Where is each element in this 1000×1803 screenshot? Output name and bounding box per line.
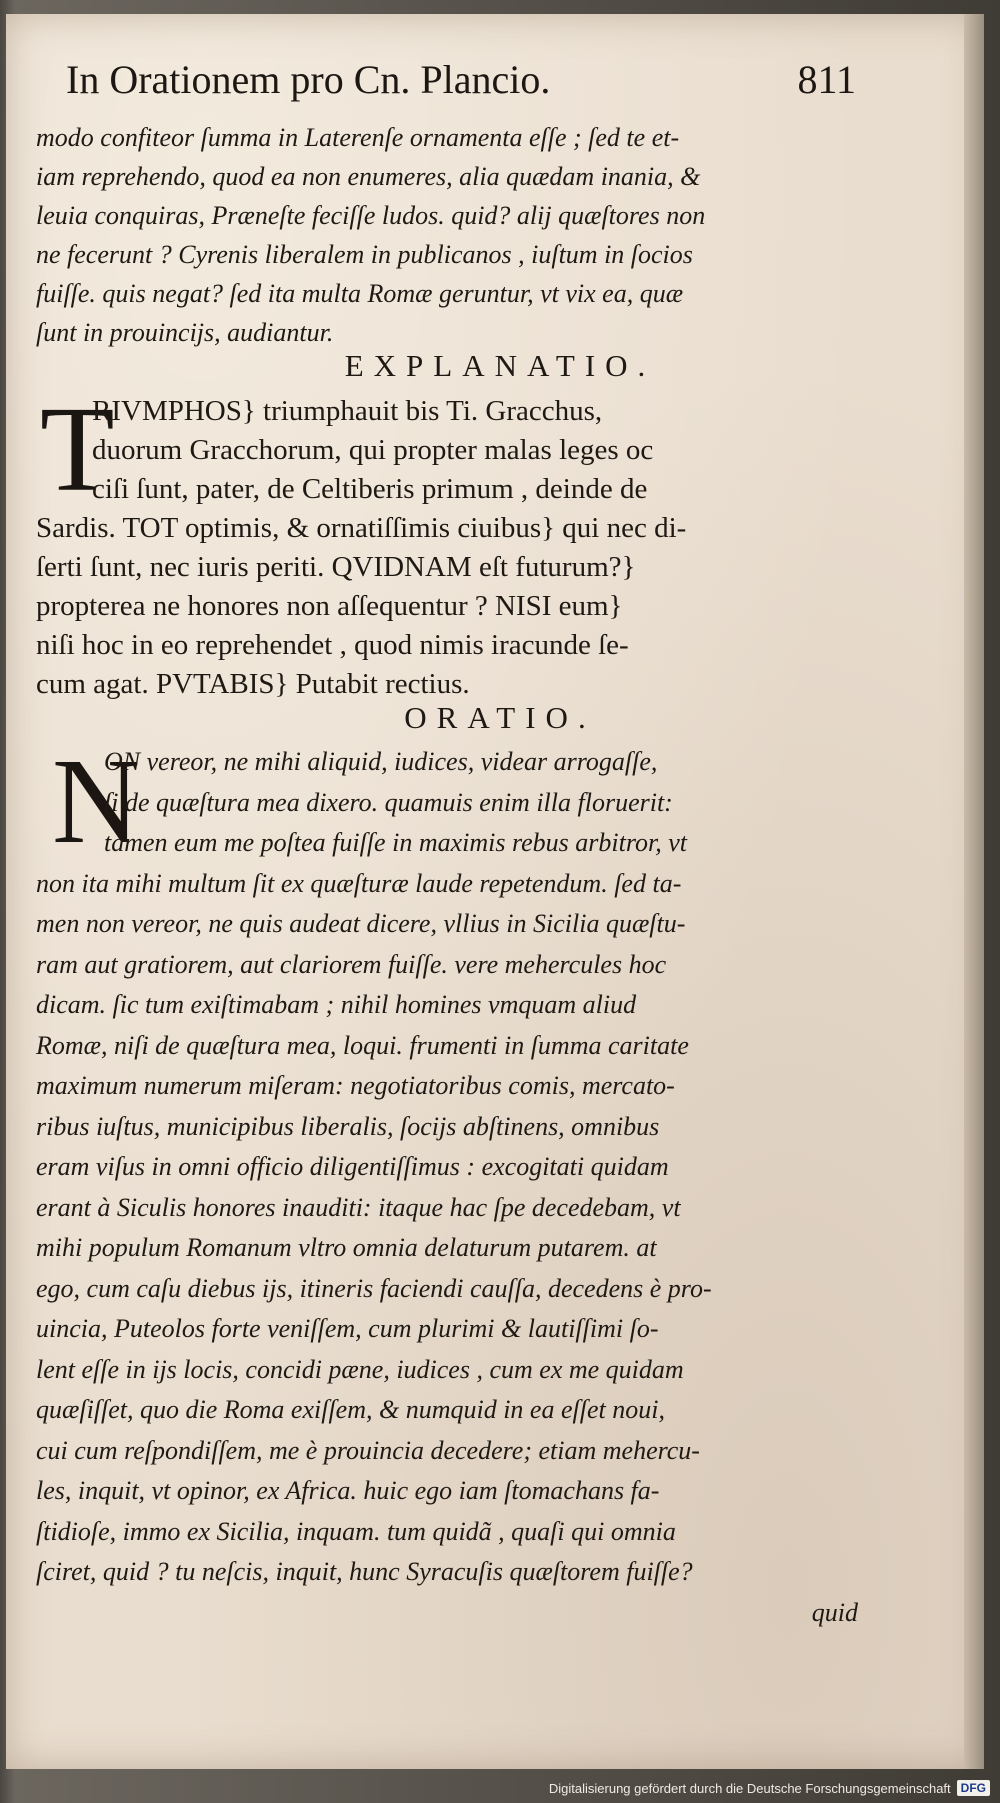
text-line: uincia, Puteolos forte veniſſem, cum plurimi & lautiſſimi ſo- — [36, 1314, 659, 1343]
running-header — [66, 56, 856, 118]
oratio-text — [36, 734, 872, 1633]
text-line: quæſiſſet, quo die Roma exiſſem, & numquid in ea eſſet noui, — [36, 1395, 665, 1424]
text-line: cui cum reſpondiſſem, me è prouincia decedere; etiam mehercu- — [36, 1435, 700, 1465]
text-line: cum agat. PVTABIS} Putabit rectius. — [36, 668, 470, 700]
text-line: ego, cum caſu diebus ijs, itineris faciendi cauſſa, decedens è pro- — [36, 1273, 712, 1303]
text-line: ſunt in prouincijs, audiantur. — [36, 318, 334, 347]
text-line: ſtidioſe, immo ex Sicilia, inquam. tum quidã , quaſi qui omnia — [36, 1516, 676, 1546]
text-line: lent eſſe in ijs locis, concidi pæne, iudices , cum ex me quidam — [36, 1354, 684, 1384]
text-line: ribus iuſtus, municipibus liberalis, ſocijs abſtinens, omnibus — [36, 1111, 660, 1141]
text-line: erant à Siculis honores inauditi: itaque hac ſpe decedebam, vt — [36, 1192, 681, 1222]
text-line: mihi populum Romanum vltro omnia delaturum putarem. at — [36, 1233, 657, 1262]
dfg-logo: DFG — [957, 1780, 990, 1796]
text-line: ne fecerunt ? Cyrenis liberalem in publicanos , iuſtum in ſocios — [36, 240, 693, 269]
text-line: tamen eum me poſtea fuiſſe in maximis rebus arbitror, vt — [104, 828, 688, 857]
text-line: iam reprehendo, quod ea non enumeres, alia quædam inania, & — [36, 162, 701, 191]
text-line: men non vereor, ne quis audeat dicere, vllius in Sicilia quæſtu- — [36, 909, 686, 938]
page-edge — [964, 14, 984, 1769]
text-line: modo confiteor ſumma in Laterenſe ornamenta eſſe ; ſed te et- — [36, 123, 680, 152]
text-line: ſi de quæſtura mea dixero. quamuis enim illa floruerit: — [104, 787, 673, 817]
text-line: ciſi ſunt, pater, de Celtiberis primum , deinde de — [92, 473, 648, 505]
text-line: ſciret, quid ? tu neſcis, inquit, hunc Syracuſis quæſtorem fuiſſe? — [36, 1557, 693, 1586]
digitization-credit — [549, 1777, 990, 1799]
running-title: In Orationem pro Cn. Plancio. — [66, 57, 551, 102]
text-line: Romæ, niſi de quæſtura mea, loqui. frumenti in ſumma caritate — [36, 1030, 689, 1060]
text-line: RIVMPHOS} triumphauit bis Ti. Gracchus, — [92, 395, 603, 427]
text-line: non ita mihi multum ſit ex quæſturæ laude repetendum. ſed ta- — [36, 868, 682, 898]
oratio-heading: ORATIO. — [404, 700, 596, 735]
catchword: quid — [811, 1597, 858, 1627]
text-line: niſi hoc in eo reprehendet , quod nimis iracunde ſe- — [36, 629, 629, 661]
text-line: dicam. ſic tum exiſtimabam ; nihil homines vmquam aliud — [36, 990, 637, 1019]
explanatio-heading: EXPLANATIO. — [344, 348, 656, 383]
text-line: maximum numerum miſeram: negotiatoribus comis, mercato- — [36, 1071, 675, 1100]
text-line: leuia conquiras, Præneſte feciſſe ludos. quid? alij quæſtores non — [36, 201, 706, 230]
intro-text — [36, 118, 872, 352]
text-line: Sardis. TOT optimis, & ornatiſſimis ciuibus} qui nec di- — [36, 512, 687, 544]
text-line: les, inquit, vt opinor, ex Africa. huic ego iam ſtomachans fa- — [36, 1476, 660, 1505]
text-line: eram viſus in omni officio diligentiſſimus : excogitati quidam — [36, 1152, 669, 1181]
oratio-dropcap: N — [52, 734, 141, 869]
text-line: ram aut gratiorem, aut clariorem fuiſſe. vere mehercules hoc — [36, 949, 667, 979]
credit-text: Digitalisierung gefördert durch die Deutsche Forschungsgemeinschaft — [548, 1780, 951, 1796]
page-number: 811 — [797, 57, 856, 102]
text-line: duorum Gracchorum, qui propter malas leges oc — [92, 434, 654, 466]
explanatio-text — [36, 382, 872, 704]
text-line: ON vereor, ne mihi aliquid, iudices, videar arrogaſſe, — [104, 747, 658, 776]
explanatio-dropcap: T — [40, 382, 115, 517]
text-line: fuiſſe. quis negat? ſed ita multa Romæ geruntur, vt vix ea, quæ — [36, 279, 684, 308]
text-line: ſerti ſunt, nec iuris periti. QVIDNAM eſt futurum?} — [36, 551, 636, 583]
text-line: propterea ne honores non aſſequentur ? NISI eum} — [36, 590, 623, 622]
